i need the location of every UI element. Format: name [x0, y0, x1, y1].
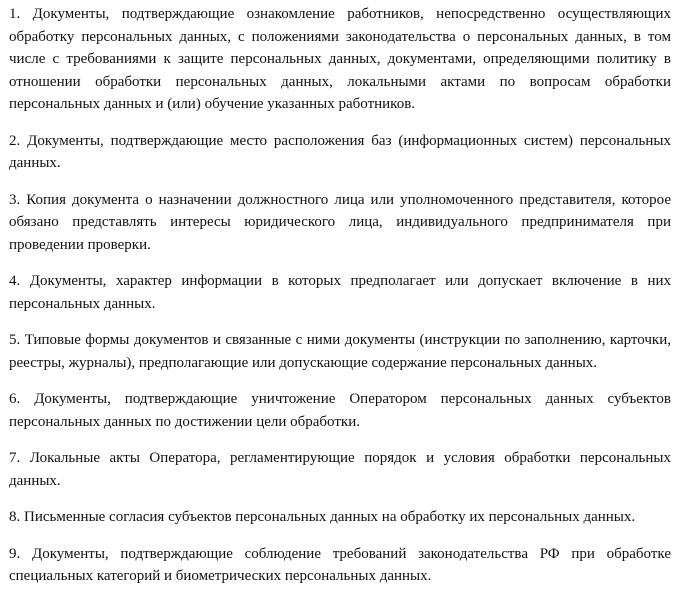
list-item-5: 5. Типовые формы документов и связанные с ними документы (инструкции по заполнению, карточки, реестры, журналы), предполагающие или допускающие содержание персональных данных.	[9, 332, 671, 371]
list-item-9: 9. Документы, подтверждающие соблюдение требований законодательства РФ при обработке специальных категорий и биометрических персональных данных.	[9, 545, 671, 584]
list-item-4: 4. Документы, характер информации в которых предполагает или допускает включение в них персональных данных.	[9, 273, 671, 312]
list-item-1: 1. Документы, подтверждающие ознакомление работников, непосредственно осуществляющих обработку персональных данных, с положениями законодательства о персональных данных, в том числе с требованиями к защите персональных данных, документами, определяющими политику в отношении обработки персональных данных, локальными актами по вопросам обработки персональных данных и (или) обучение указанных работников.	[9, 6, 671, 112]
list-item-7: 7. Локальные акты Оператора, регламентирующие порядок и условия обработки персональных данных.	[9, 450, 671, 489]
list-item-3: 3. Копия документа о назначении должностного лица или уполномоченного представителя, которое обязано представлять интересы юридического лица, индивидуального предпринимателя при проведении проверки.	[9, 191, 671, 253]
list-item-8: 8. Письменные согласия субъектов персональных данных на обработку их персональных данных.	[9, 509, 636, 525]
list-item-2: 2. Документы, подтверждающие место расположения баз (информационных систем) персональных данных.	[9, 132, 671, 171]
list-item-6: 6. Документы, подтверждающие уничтожение Оператором персональных данных субъектов персональных данных по достижении цели обработки.	[9, 391, 671, 430]
